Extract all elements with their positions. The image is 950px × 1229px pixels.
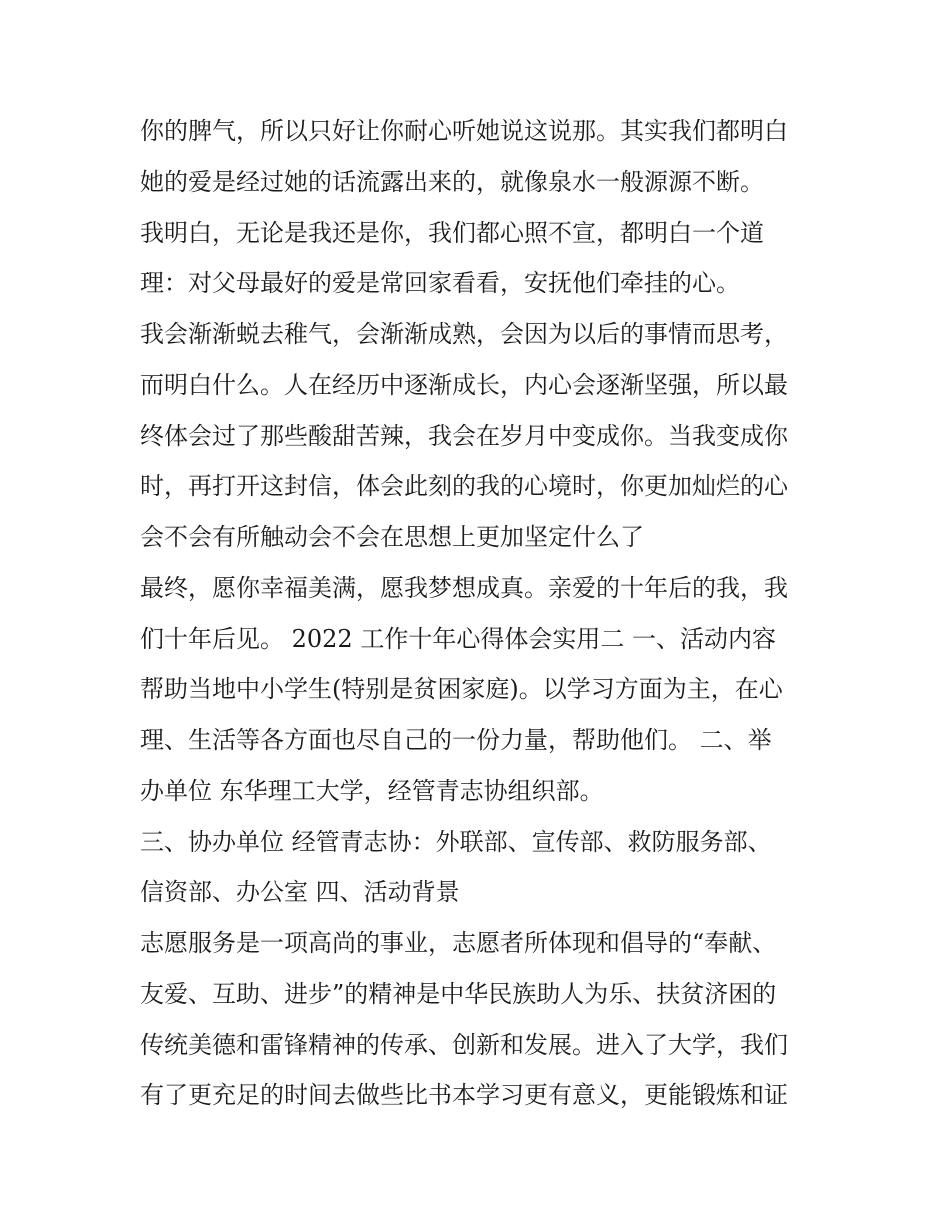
text-line-9: 会不会有所触动会不会在思想上更加坚定什么了 xyxy=(140,523,644,551)
text-line-19: 传统美德和雷锋精神的传承、创新和发展。进入了大学，我们 xyxy=(140,1030,788,1059)
text-line-17: 志愿服务是一项高尚的事业，志愿者所体现和倡导的“奉献、 xyxy=(140,929,777,957)
text-line-4: 理：对父母最好的爱是常回家看看，安抚他们牵挂的心。 xyxy=(140,269,740,298)
text-line-15: 三、协办单位 经管青志协：外联部、宣传部、救防服务部、 xyxy=(140,827,772,856)
text-line-1: 你的脾气，所以只好让你耐心听她说这说那。其实我们都明白 xyxy=(140,117,788,145)
text-line-3: 我明白，无论是我还是你，我们都心照不宣，都明白一个道 xyxy=(140,218,764,247)
text-line-20: 有了更充足的时间去做些比书本学习更有意义，更能锻炼和证 xyxy=(140,1081,788,1110)
text-line-12: 帮助当地中小学生(特别是贫困家庭)。以学习方面为主，在心 xyxy=(140,675,783,704)
text-line-13: 理、生活等各方面也尽自己的一份力量，帮助他们。 二、举 xyxy=(140,726,772,754)
text-line-8: 时，再打开这封信，体会此刻的我的心境时，你更加灿烂的心 xyxy=(140,472,788,501)
text-line-6: 而明白什么。人在经历中逐渐成长，内心会逐渐坚强，所以最 xyxy=(140,370,788,399)
text-line-2: 她的爱是经过她的话流露出来的，就像泉水一般源源不断。 xyxy=(140,167,764,196)
text-line-10: 最终，愿你幸福美满，愿我梦想成真。亲爱的十年后的我，我 xyxy=(140,573,788,602)
text-line-11: 们十年后见。 2022 工作十年心得体会实用二 一、活动内容 xyxy=(140,624,776,653)
text-line-16: 信资部、办公室 四、活动背景 xyxy=(140,878,460,907)
text-line-5: 我会渐渐蜕去稚气，会渐渐成熟，会因为以后的事情而思考， xyxy=(140,320,788,348)
text-line-14: 办单位 东华理工大学，经管青志协组织部。 xyxy=(140,776,604,805)
text-line-7: 终体会过了那些酸甜苦辣，我会在岁月中变成你。当我变成你 xyxy=(140,421,788,450)
body-text xyxy=(140,106,820,1121)
text-line-18: 友爱、互助、进步”的精神是中华民族助人为乐、扶贫济困的 xyxy=(140,979,777,1008)
